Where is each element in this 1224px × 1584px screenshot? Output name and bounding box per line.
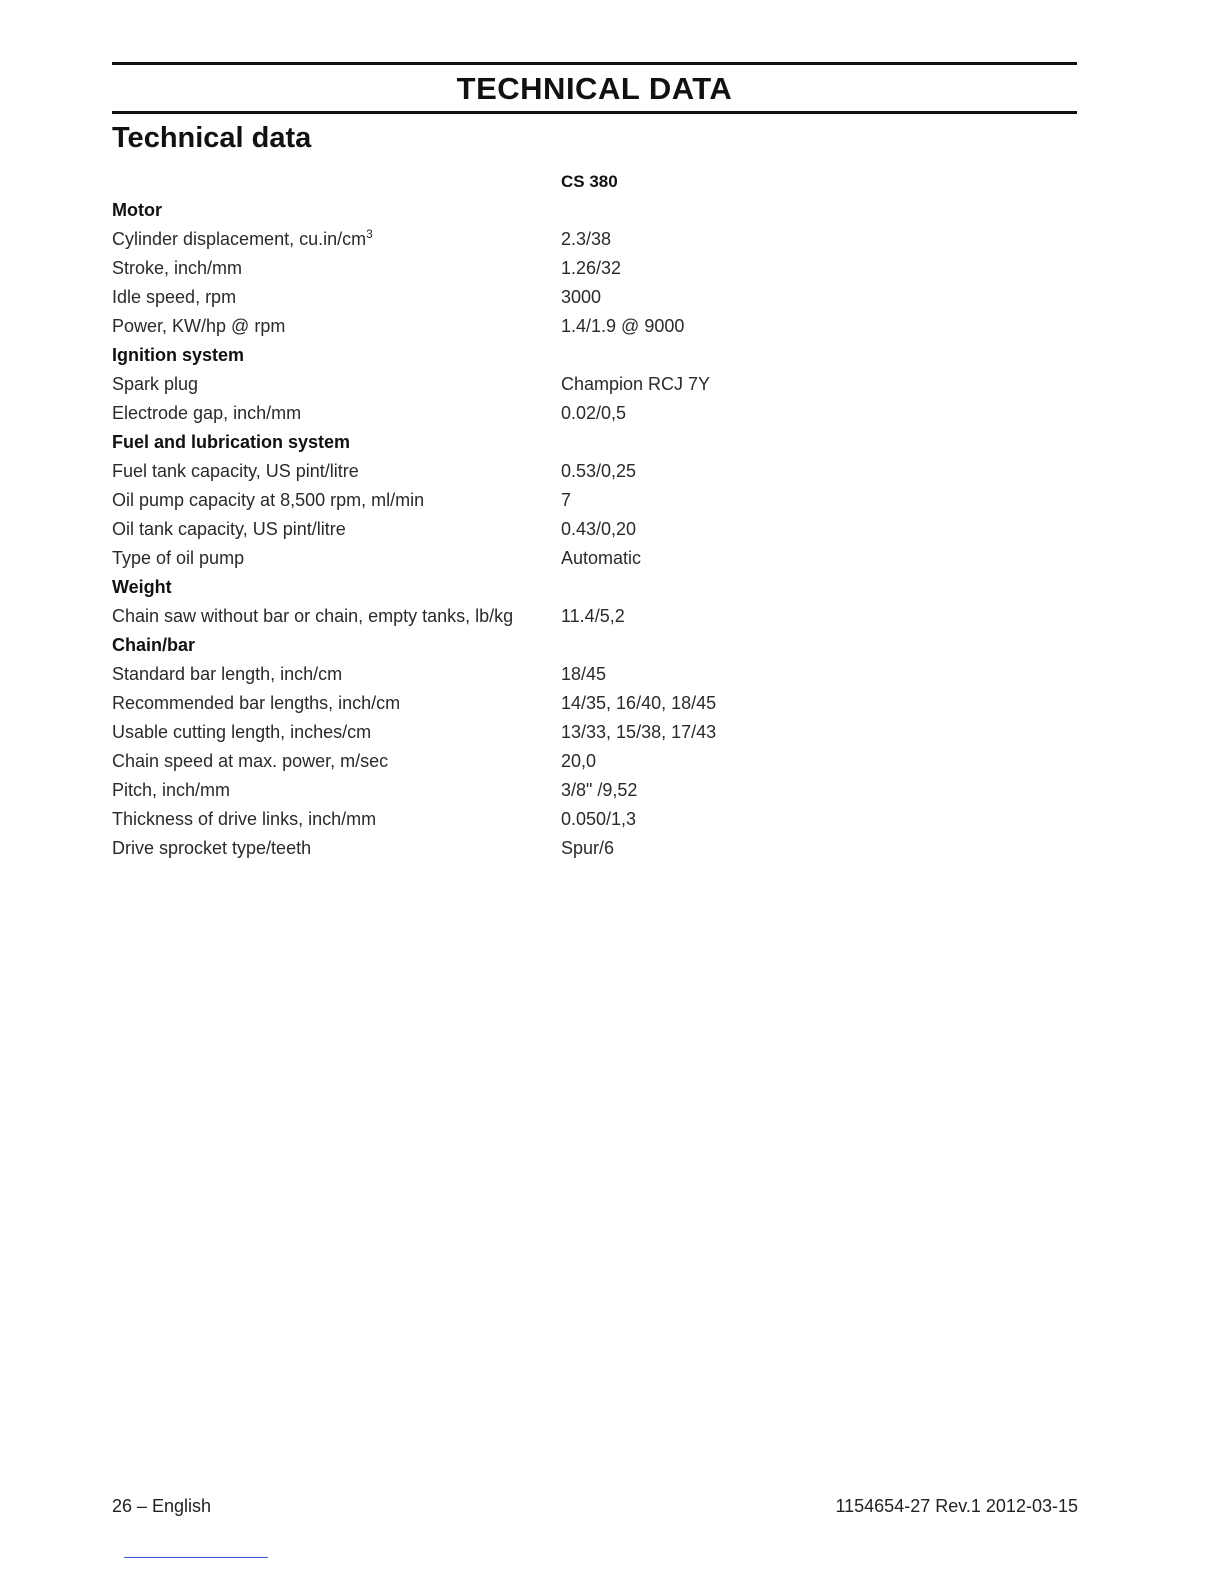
spec-label: Idle speed, rpm bbox=[112, 287, 237, 307]
top-rule bbox=[112, 62, 1077, 65]
spec-row bbox=[112, 515, 812, 544]
superscript: 3 bbox=[366, 227, 373, 241]
spec-label: Recommended bar lengths, inch/cm bbox=[112, 693, 401, 713]
spec-row bbox=[112, 602, 812, 631]
footer-link-underline bbox=[124, 1557, 268, 1558]
spec-label: Oil tank capacity, US pint/litre bbox=[112, 519, 346, 539]
spec-row bbox=[112, 718, 812, 747]
group-heading-chain-bar bbox=[112, 631, 812, 660]
document-code: 1154654-27 Rev.1 2012-03-15 bbox=[835, 1496, 1078, 1516]
page-title: Technical data bbox=[112, 122, 312, 154]
spec-label: Stroke, inch/mm bbox=[112, 258, 243, 278]
group-heading-motor bbox=[112, 196, 812, 225]
spec-value: 18/45 bbox=[561, 664, 607, 684]
group-title: Weight bbox=[112, 577, 172, 597]
spec-row bbox=[112, 805, 812, 834]
spec-row bbox=[112, 486, 812, 515]
spec-value: 2.3/38 bbox=[561, 229, 612, 249]
spec-row bbox=[112, 399, 812, 428]
spec-value: 0.050/1,3 bbox=[561, 809, 637, 829]
spec-value: Automatic bbox=[561, 548, 642, 568]
spec-value: 3/8" /9,52 bbox=[561, 780, 638, 800]
spec-table bbox=[112, 196, 812, 863]
model-column-header: CS 380 bbox=[561, 172, 618, 191]
page-number-label: 26 – English bbox=[112, 1496, 212, 1516]
group-heading-weight bbox=[112, 573, 812, 602]
spec-value: Champion RCJ 7Y bbox=[561, 374, 711, 394]
spec-row bbox=[112, 283, 812, 312]
spec-label: Pitch, inch/mm bbox=[112, 780, 231, 800]
spec-row bbox=[112, 689, 812, 718]
spec-value: 1.4/1.9 @ 9000 bbox=[561, 316, 685, 336]
spec-label: Electrode gap, inch/mm bbox=[112, 403, 302, 423]
spec-value: 1.26/32 bbox=[561, 258, 622, 278]
spec-value: 0.43/0,20 bbox=[561, 519, 637, 539]
group-heading-fuel bbox=[112, 428, 812, 457]
spec-label: Oil pump capacity at 8,500 rpm, ml/min bbox=[112, 490, 425, 510]
spec-row bbox=[112, 834, 812, 863]
spec-label: Chain saw without bar or chain, empty tanks, lb/kg bbox=[112, 606, 514, 626]
section-banner: TECHNICAL DATA bbox=[456, 71, 733, 106]
spec-value: 7 bbox=[561, 490, 572, 510]
spec-label: Chain speed at max. power, m/sec bbox=[112, 751, 389, 771]
spec-value: 0.53/0,25 bbox=[561, 461, 637, 481]
spec-row bbox=[112, 457, 812, 486]
spec-value: Spur/6 bbox=[561, 838, 615, 858]
spec-value: 3000 bbox=[561, 287, 602, 307]
spec-value: 20,0 bbox=[561, 751, 597, 771]
spec-row bbox=[112, 776, 812, 805]
spec-label: Type of oil pump bbox=[112, 548, 245, 568]
spec-row bbox=[112, 544, 812, 573]
group-title: Chain/bar bbox=[112, 635, 196, 655]
spec-label: Cylinder displacement, $cu.in/cm^3$ bbox=[112, 227, 373, 249]
group-title: Fuel and lubrication system bbox=[112, 432, 351, 452]
spec-row bbox=[112, 312, 812, 341]
spec-label: Usable cutting length, inches/cm bbox=[112, 722, 372, 742]
spec-row bbox=[112, 254, 812, 283]
group-title: Ignition system bbox=[112, 345, 245, 365]
bottom-rule bbox=[112, 111, 1077, 114]
spec-value: 11.4/5,2 bbox=[561, 606, 625, 626]
spec-value: 14/35, 16/40, 18/45 bbox=[561, 693, 717, 713]
spec-label: Standard bar length, inch/cm bbox=[112, 664, 343, 684]
spec-row bbox=[112, 747, 812, 776]
group-title: Motor bbox=[112, 200, 162, 220]
spec-row bbox=[112, 225, 812, 254]
spec-value: 13/33, 15/38, 17/43 bbox=[561, 722, 717, 742]
spec-row bbox=[112, 370, 812, 399]
spec-label: Thickness of drive links, inch/mm bbox=[112, 809, 377, 829]
spec-label: Fuel tank capacity, US pint/litre bbox=[112, 461, 359, 481]
spec-value: 0.02/0,5 bbox=[561, 403, 627, 423]
group-heading-ignition bbox=[112, 341, 812, 370]
spec-label: Power, KW/hp @ rpm bbox=[112, 316, 286, 336]
spec-label: Spark plug bbox=[112, 374, 199, 394]
spec-label: Drive sprocket type/teeth bbox=[112, 838, 312, 858]
spec-row bbox=[112, 660, 812, 689]
